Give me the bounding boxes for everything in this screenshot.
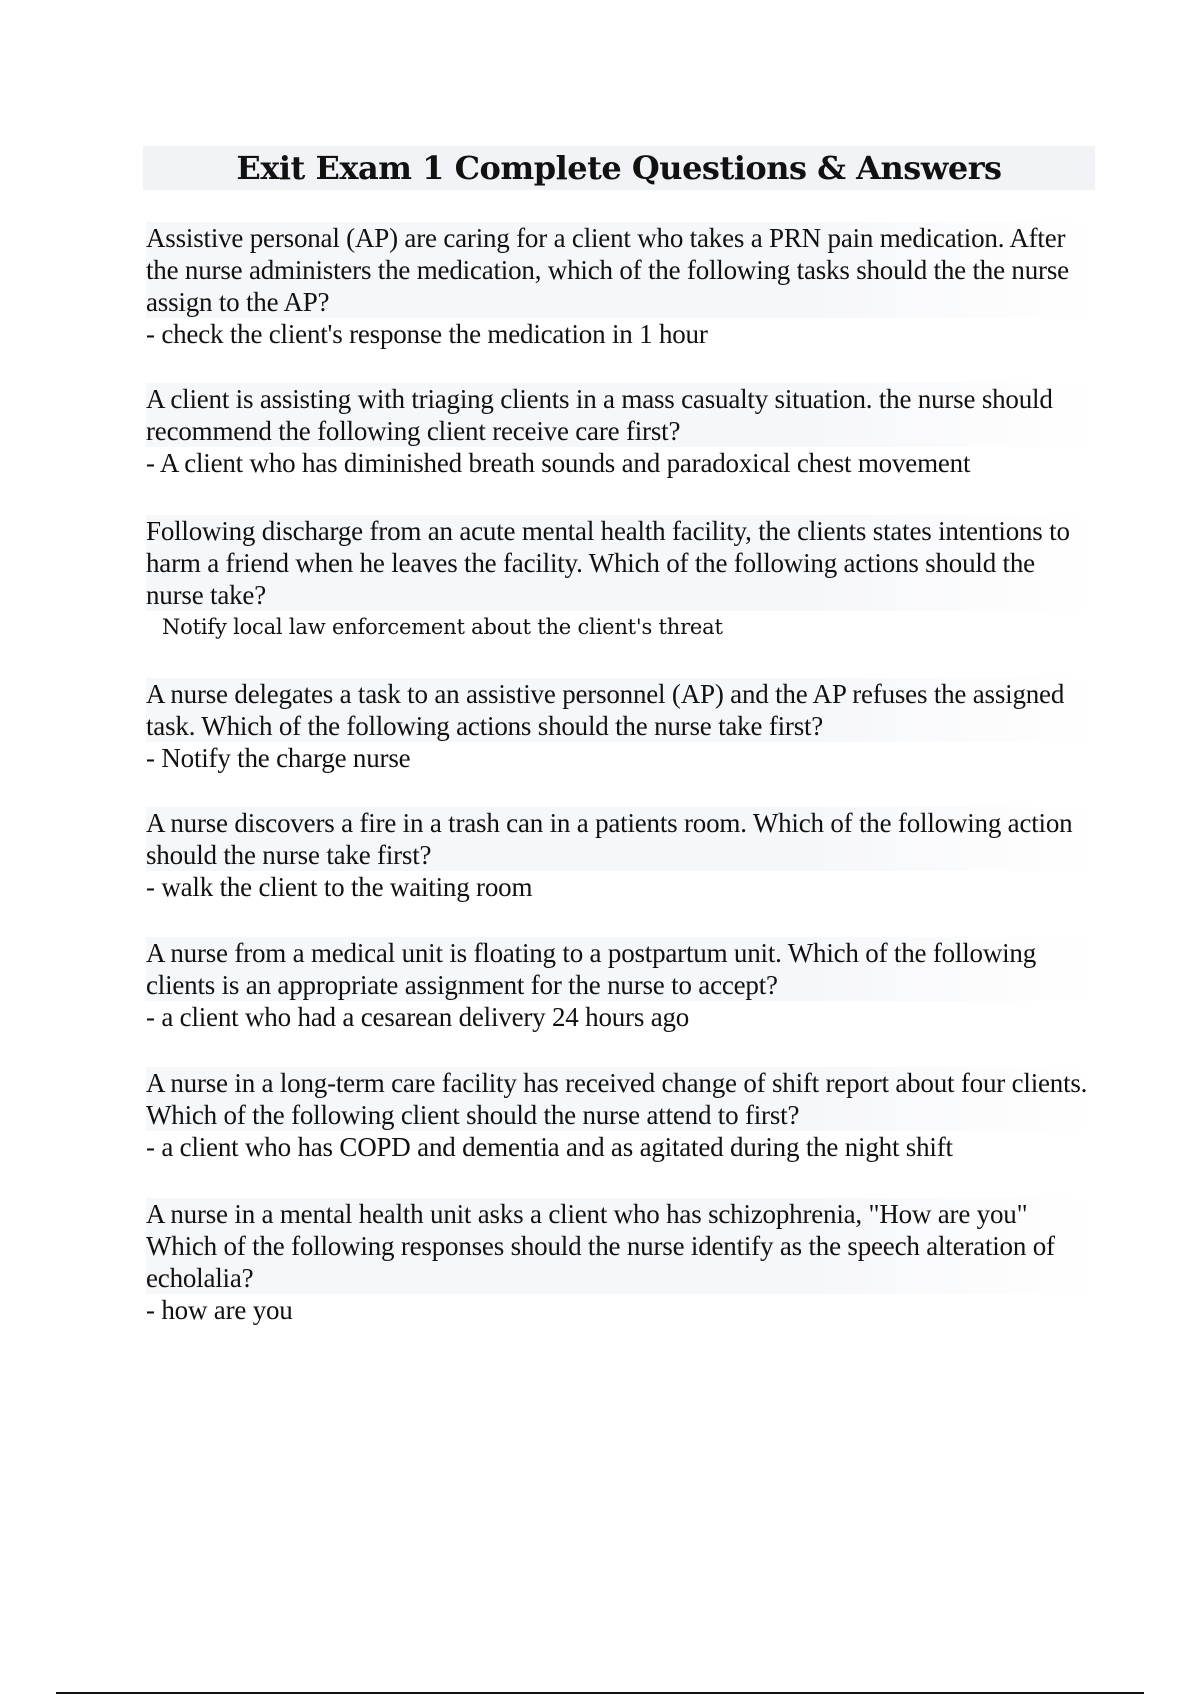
qa-item [146, 937, 1096, 1033]
answer-text: - walk the client to the waiting room [146, 872, 533, 902]
question-text: A client is assisting with triaging clients in a mass casualty situation. the nurse should recommend the following client receive care first? [146, 383, 1096, 447]
question-text: A nurse delegates a task to an assistive personnel (AP) and the AP refuses the assigned task. Which of the following actions should the nurse take first? [146, 678, 1096, 742]
page-title: Exit Exam 1 Complete Questions & Answers [236, 149, 1002, 187]
qa-item [146, 1198, 1096, 1326]
answer-text: - check the client's response the medication in 1 hour [146, 319, 708, 349]
question-text: A nurse in a long-term care facility has received change of shift report about four clients. Which of the following client should the nurse attend to first? [146, 1067, 1096, 1131]
answer-text: - A client who has diminished breath sounds and paradoxical chest movement [146, 448, 971, 478]
answer-text: - a client who has COPD and dementia and as agitated during the night shift [146, 1132, 953, 1162]
answer-text: - Notify the charge nurse [146, 743, 411, 773]
question-text: A nurse discovers a fire in a trash can in a patients room. Which of the following action should the nurse take first? [146, 807, 1096, 871]
answer-text: - a client who had a cesarean delivery 24 hours ago [146, 1002, 690, 1032]
qa-item [146, 222, 1096, 350]
footer-rule [56, 1692, 1144, 1694]
qa-item [146, 807, 1096, 903]
answer-text: Notify local law enforcement about the client's threat [162, 615, 723, 639]
question-text: Following discharge from an acute mental health facility, the clients states intentions to harm a friend when he leaves the facility. Which of the following actions should the nurse take? [146, 515, 1096, 611]
question-text: A nurse from a medical unit is floating to a postpartum unit. Which of the following clients is an appropriate assignment for the nurse to accept? [146, 937, 1096, 1001]
question-text: Assistive personal (AP) are caring for a client who takes a PRN pain medication. After the nurse administers the medication, which of the following tasks should the the nurse assign to the AP? [146, 222, 1096, 318]
qa-item [146, 1067, 1096, 1163]
qa-item [146, 515, 1096, 643]
qa-item [146, 383, 1096, 479]
qa-item [146, 678, 1096, 774]
question-text: A nurse in a mental health unit asks a client who has schizophrenia, "How are you" Which of the following responses should the nurse identify as the speech alteration of echolalia? [146, 1198, 1096, 1294]
answer-text: - how are you [146, 1295, 293, 1325]
